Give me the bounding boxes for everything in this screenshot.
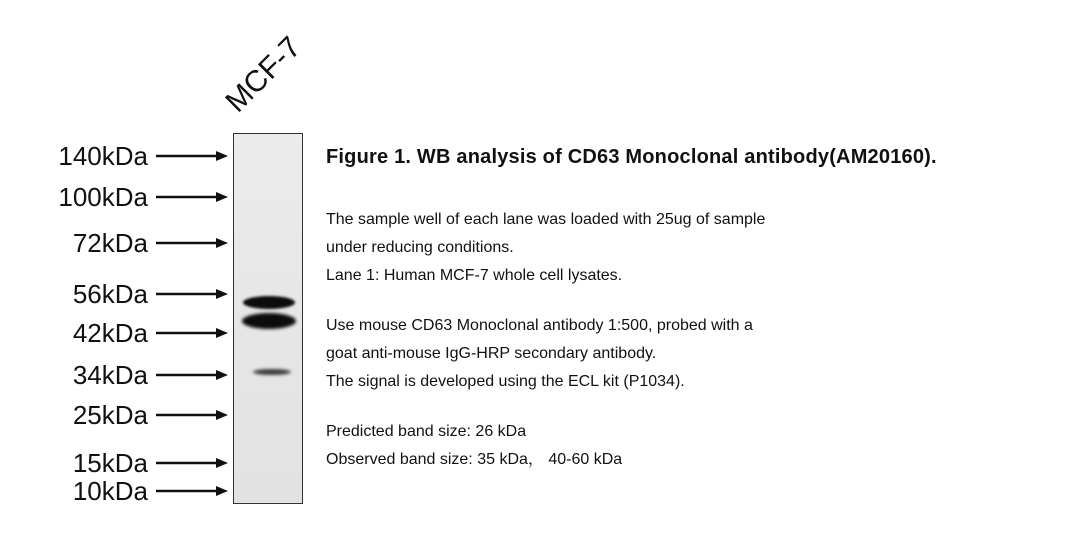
description-line: Use mouse CD63 Monoclonal antibody 1:500, probed with a (326, 317, 753, 334)
arrow-right-icon (156, 288, 228, 300)
marker-56kda (0, 279, 232, 309)
marker-15kda (0, 448, 232, 478)
description-line: under reducing conditions. (326, 239, 514, 256)
figure-description (326, 206, 1026, 474)
description-line: Lane 1: Human MCF-7 whole cell lysates. (326, 267, 623, 284)
marker-140kda (0, 141, 232, 171)
paragraph-gap (326, 290, 1026, 312)
description-line: Observed band size: 35 kDa， 40-60 kDa (326, 451, 623, 468)
description-line: Predicted band size: 26 kDa (326, 423, 527, 440)
marker-25kda (0, 400, 232, 430)
lane-label: MCF-7 (219, 30, 308, 119)
blot-lane (233, 133, 303, 504)
marker-label: 15kDa (72, 448, 148, 478)
description-line: goat anti-mouse IgG-HRP secondary antibody. (326, 345, 657, 362)
arrow-right-icon (156, 191, 228, 203)
description-line: The signal is developed using the ECL kit (P1034). (326, 373, 685, 390)
marker-label: 72kDa (72, 228, 148, 258)
band-middle (242, 313, 296, 329)
marker-42kda (0, 318, 232, 348)
marker-label: 42kDa (72, 318, 148, 348)
arrow-right-icon (156, 485, 228, 497)
marker-label: 10kDa (72, 476, 148, 506)
marker-label: 56kDa (72, 279, 148, 309)
arrow-right-icon (156, 237, 228, 249)
figure-title: Figure 1. WB analysis of CD63 Monoclonal antibody(AM20160). (326, 146, 937, 168)
figure-caption (326, 142, 1066, 172)
arrow-right-icon (156, 150, 228, 162)
marker-label: 25kDa (72, 400, 148, 430)
band-upper (243, 296, 295, 309)
marker-label: 34kDa (72, 360, 148, 390)
band-lower (253, 369, 291, 375)
marker-label: 100kDa (58, 182, 148, 212)
arrow-right-icon (156, 409, 228, 421)
marker-100kda (0, 182, 232, 212)
arrow-right-icon (156, 327, 228, 339)
marker-34kda (0, 360, 232, 390)
marker-label: 140kDa (58, 141, 148, 171)
paragraph-gap (326, 396, 1026, 418)
description-line: The sample well of each lane was loaded with 25ug of sample (326, 211, 766, 228)
arrow-right-icon (156, 369, 228, 381)
marker-10kda (0, 476, 232, 506)
marker-72kda (0, 228, 232, 258)
arrow-right-icon (156, 457, 228, 469)
